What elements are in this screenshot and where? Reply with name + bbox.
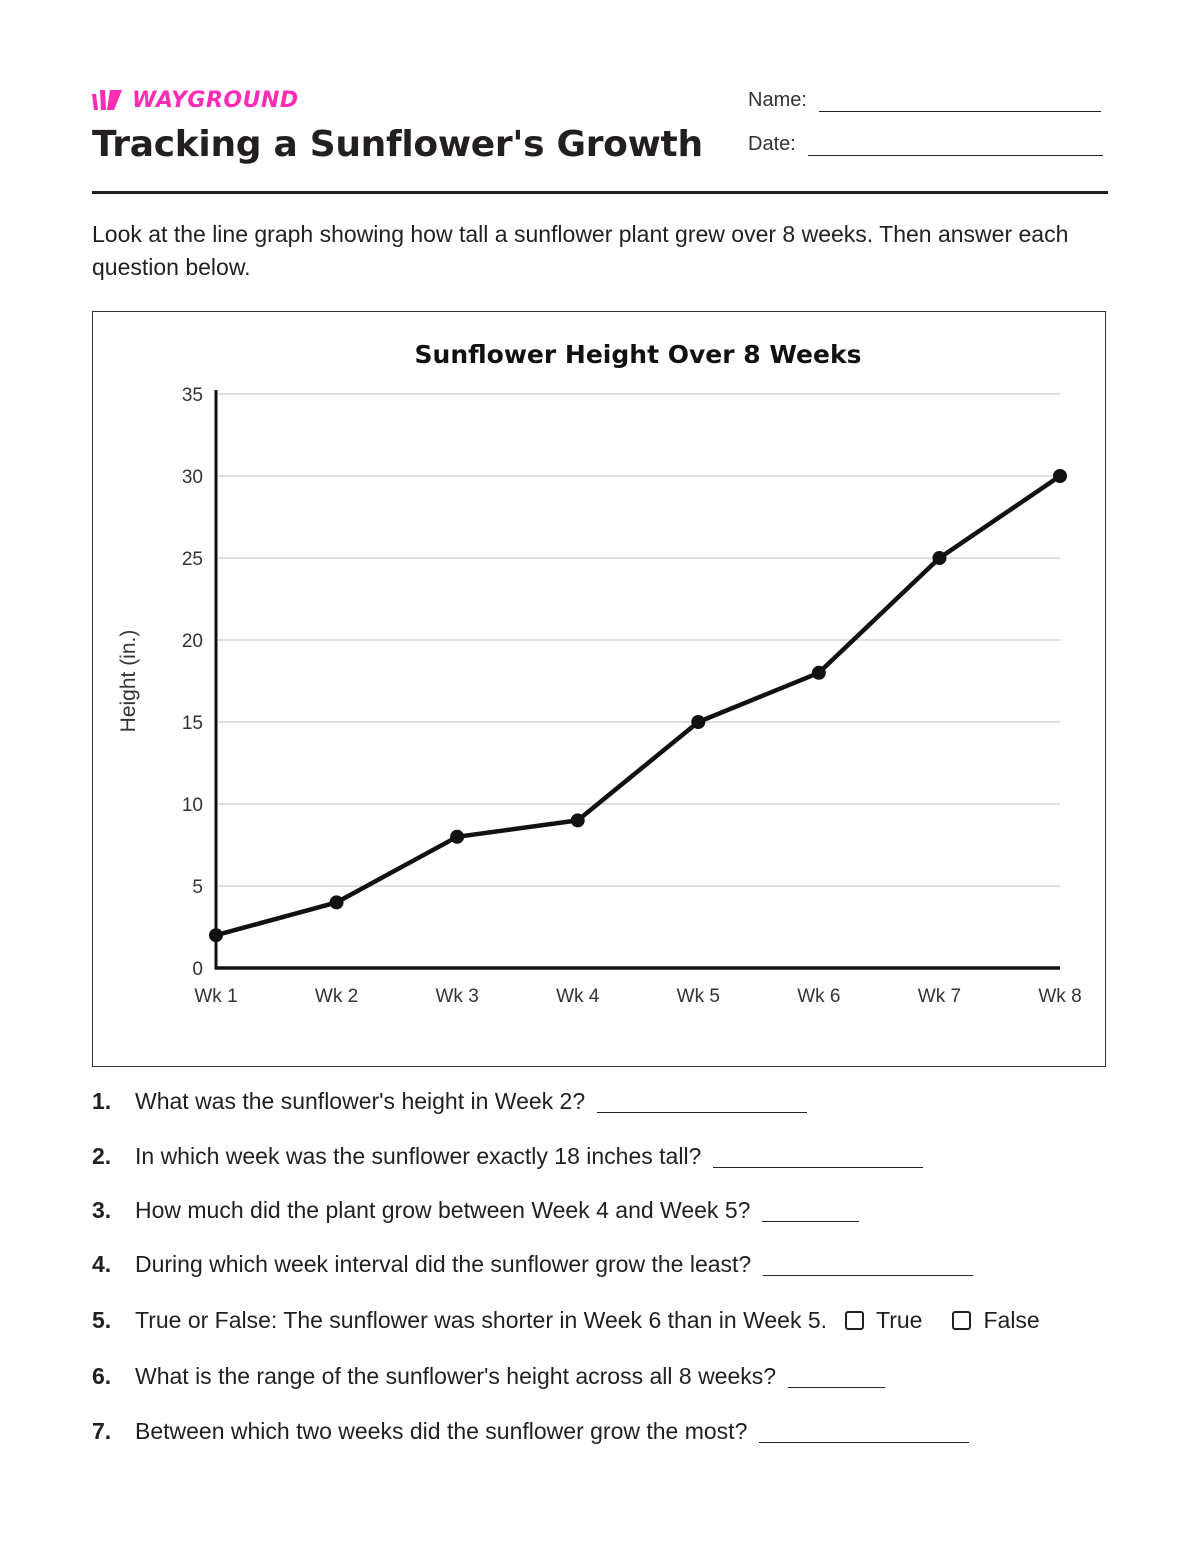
date-label: Date: [748, 133, 796, 155]
date-input-line[interactable] [808, 154, 1103, 156]
brand-name: WAYGROUND [132, 87, 299, 113]
question-number: 2. [92, 1143, 112, 1169]
y-tick-label: 0 [192, 959, 203, 980]
answer-line-1[interactable] [597, 1111, 807, 1113]
question-3 [92, 1197, 859, 1224]
answer-line-7[interactable] [759, 1441, 969, 1443]
data-point [1053, 469, 1067, 483]
y-tick-label: 15 [181, 713, 203, 734]
data-point [571, 813, 585, 827]
x-tick-label: Wk 4 [556, 986, 600, 1007]
question-number: 4. [92, 1251, 112, 1277]
x-tick-label: Wk 2 [314, 986, 359, 1007]
true-option[interactable] [845, 1307, 922, 1334]
question-7 [92, 1418, 969, 1445]
question-number: 6. [92, 1363, 112, 1389]
question-text: What was the sunflower's height in Week 2? [135, 1088, 586, 1114]
false-option[interactable] [952, 1307, 1039, 1334]
y-tick-label: 20 [181, 631, 203, 652]
answer-line-4[interactable] [763, 1274, 973, 1276]
false-checkbox[interactable] [952, 1311, 971, 1330]
question-2 [92, 1143, 923, 1170]
y-tick-label: 10 [181, 795, 203, 816]
y-tick-label: 5 [192, 877, 203, 898]
data-point [450, 830, 464, 844]
question-number: 5. [92, 1307, 112, 1333]
name-input-line[interactable] [819, 110, 1101, 112]
question-text: What is the range of the sunflower's height across all 8 weeks? [135, 1363, 777, 1389]
question-text: True or False: The sunflower was shorter in Week 6 than in Week 5. [135, 1307, 828, 1333]
answer-line-3[interactable] [762, 1220, 859, 1222]
y-axis-label: Height (in.) [117, 629, 140, 733]
x-tick-label: Wk 6 [797, 986, 841, 1007]
date-field [748, 133, 1103, 156]
data-point [691, 715, 705, 729]
question-number: 1. [92, 1088, 112, 1114]
chart-title: Sunflower Height Over 8 Weeks [414, 340, 862, 369]
x-tick-label: Wk 7 [917, 986, 962, 1007]
instructions-text: Look at the line graph showing how tall a sunflower plant grew over 8 weeks. Then answer each question below. [92, 221, 1069, 280]
data-point [330, 895, 344, 909]
question-number: 3. [92, 1197, 112, 1223]
question-text: How much did the plant grow between Week 4 and Week 5? [135, 1197, 751, 1223]
question-5 [92, 1307, 1040, 1334]
data-point [209, 928, 223, 942]
answer-line-6[interactable] [788, 1386, 885, 1388]
question-text: Between which two weeks did the sunflower grow the most? [135, 1418, 748, 1444]
y-tick-label: 35 [181, 385, 203, 406]
x-tick-label: Wk 8 [1038, 986, 1082, 1007]
question-4 [92, 1251, 973, 1278]
answer-line-2[interactable] [713, 1166, 923, 1168]
question-text: During which week interval did the sunflower grow the least? [135, 1251, 752, 1277]
header-divider [92, 191, 1108, 194]
x-tick-label: Wk 5 [676, 986, 720, 1007]
data-point [812, 666, 826, 680]
question-number: 7. [92, 1418, 112, 1444]
name-field [748, 89, 1101, 112]
false-label: False [983, 1307, 1040, 1333]
brand-logo [92, 86, 299, 114]
y-tick-label: 30 [181, 467, 203, 488]
true-checkbox[interactable] [845, 1311, 864, 1330]
name-label: Name: [748, 89, 807, 111]
page-title: Tracking a Sunflower's Growth [92, 124, 703, 165]
x-tick-label: Wk 3 [435, 986, 479, 1007]
series-line [216, 476, 1060, 935]
y-tick-label: 25 [181, 549, 203, 570]
true-label: True [876, 1307, 923, 1333]
question-text: In which week was the sunflower exactly 18 inches tall? [135, 1143, 702, 1169]
line-chart [93, 312, 1105, 1066]
x-tick-label: Wk 1 [194, 986, 238, 1007]
chart-container [92, 311, 1106, 1067]
wayground-logo-icon [92, 88, 126, 112]
question-6 [92, 1363, 885, 1390]
data-point [932, 551, 946, 565]
question-1 [92, 1088, 807, 1115]
